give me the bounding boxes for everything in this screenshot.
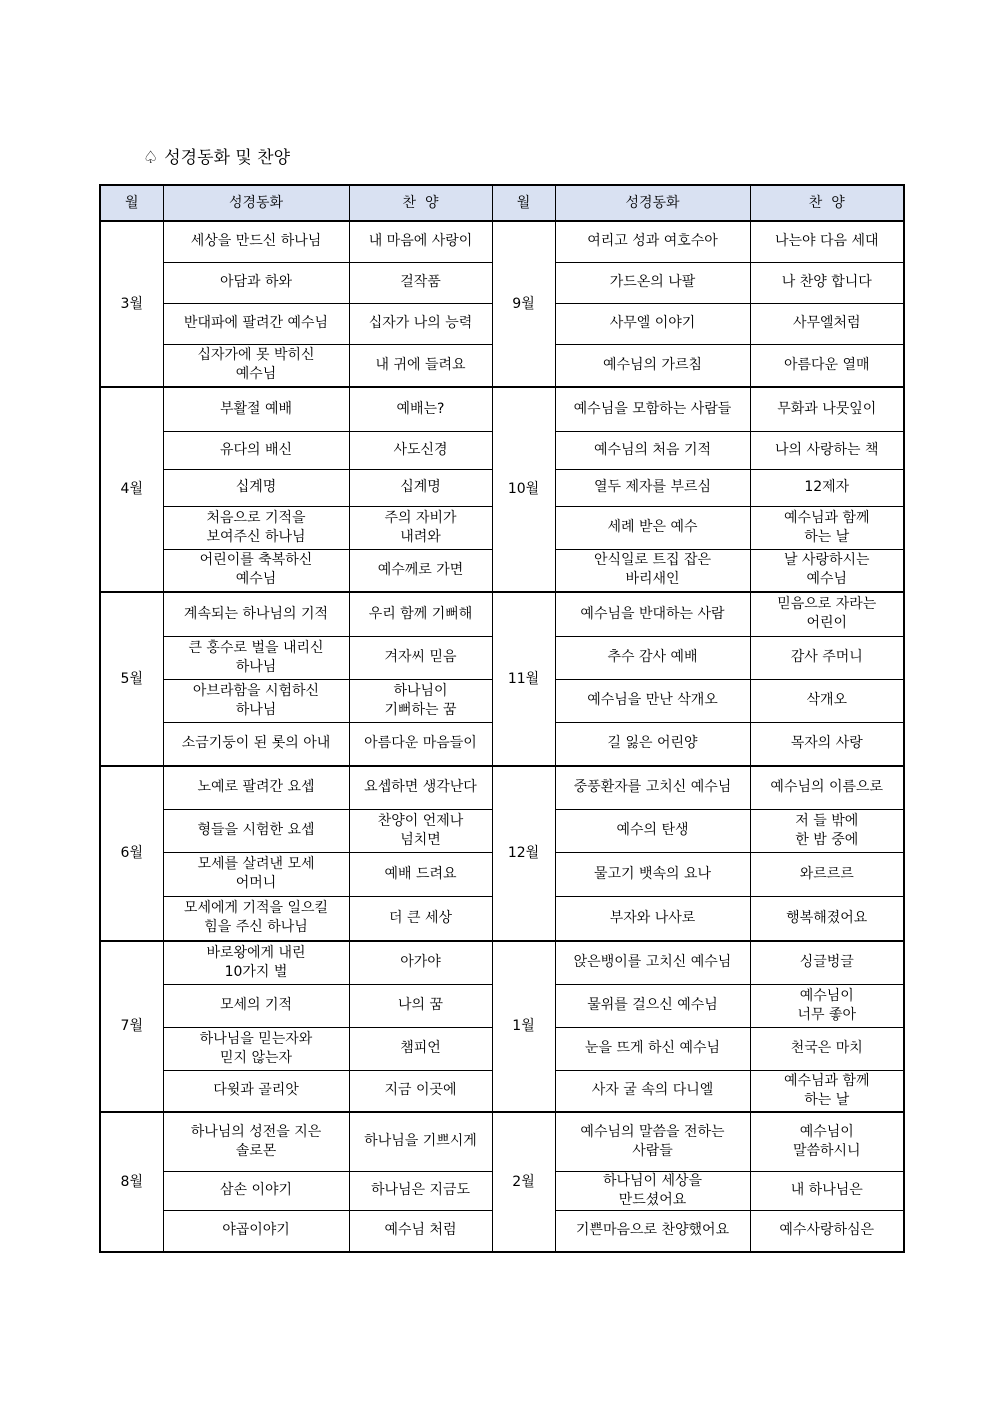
song-cell-left: 하나님을 기쁘시게	[349, 1112, 492, 1171]
table-row	[100, 766, 904, 809]
song-cell-left: 챔피언	[349, 1027, 492, 1070]
section-title-text: 성경동화 및 찬양	[164, 148, 291, 168]
song-cell-left: 내 마음에 사랑이	[349, 221, 492, 262]
month-cell-right: 2월	[492, 1112, 555, 1252]
month-group	[100, 387, 904, 592]
story-cell-right: 여리고 성과 여호수아	[555, 221, 750, 262]
table-row	[100, 1112, 904, 1171]
table-row	[100, 387, 904, 431]
month-cell-left: 8월	[100, 1112, 163, 1252]
song-cell-right: 예수사랑하심은	[750, 1210, 904, 1252]
table-row	[100, 221, 904, 262]
song-cell-left: 우리 함께 기뻐해	[349, 592, 492, 636]
story-cell-right: 예수님의 가르침	[555, 344, 750, 387]
story-cell-right: 예수님의 말씀을 전하는 사람들	[555, 1112, 750, 1171]
song-cell-right: 예수님의 이름으로	[750, 766, 904, 809]
schedule-table	[99, 184, 905, 1253]
song-cell-left: 아가야	[349, 941, 492, 984]
song-cell-right: 나의 사랑하는 책	[750, 431, 904, 469]
story-cell-right: 예수의 탄생	[555, 809, 750, 852]
story-cell-right: 세례 받은 예수	[555, 506, 750, 549]
song-cell-right: 나 찬양 합니다	[750, 262, 904, 303]
story-cell-left: 노예로 팔려간 요셉	[163, 766, 349, 809]
story-cell-left: 어린이를 축복하신 예수님	[163, 549, 349, 592]
song-cell-left: 요셉하면 생각난다	[349, 766, 492, 809]
month-group	[100, 1112, 904, 1252]
story-cell-left: 소금기둥이 된 롯의 아내	[163, 722, 349, 766]
month-cell-left: 5월	[100, 592, 163, 766]
month-group	[100, 766, 904, 941]
song-cell-right: 싱글벙글	[750, 941, 904, 984]
story-cell-right: 열두 제자를 부르심	[555, 469, 750, 506]
story-cell-right: 하나님이 세상을 만드셨어요	[555, 1171, 750, 1210]
section-title	[143, 143, 290, 168]
story-cell-right: 기쁜마음으로 찬양했어요	[555, 1210, 750, 1252]
story-cell-right: 예수님을 반대하는 사람	[555, 592, 750, 636]
month-cell-right: 12월	[492, 766, 555, 941]
month-cell-left: 7월	[100, 941, 163, 1112]
story-cell-right: 사무엘 이야기	[555, 303, 750, 344]
song-cell-right: 12제자	[750, 469, 904, 506]
month-group	[100, 941, 904, 1112]
song-cell-left: 예수께로 가면	[349, 549, 492, 592]
month-group	[100, 592, 904, 766]
song-cell-right: 삭개오	[750, 679, 904, 722]
song-cell-right: 믿음으로 자라는 어린이	[750, 592, 904, 636]
song-cell-left: 걸작품	[349, 262, 492, 303]
story-cell-left: 하나님의 성전을 지은 솔로몬	[163, 1112, 349, 1171]
story-cell-right: 중풍환자를 고치신 예수님	[555, 766, 750, 809]
song-cell-left: 주의 자비가 내려와	[349, 506, 492, 549]
story-cell-left: 모세의 기적	[163, 984, 349, 1027]
story-cell-left: 십계명	[163, 469, 349, 506]
story-cell-right: 길 잃은 어린양	[555, 722, 750, 766]
song-cell-right: 내 하나님은	[750, 1171, 904, 1210]
month-cell-left: 6월	[100, 766, 163, 941]
story-cell-left: 하나님을 믿는자와 믿지 않는자	[163, 1027, 349, 1070]
song-cell-right: 예수님과 함께 하는 날	[750, 1070, 904, 1112]
song-cell-right: 목자의 사랑	[750, 722, 904, 766]
song-cell-right: 행복해졌어요	[750, 896, 904, 941]
story-cell-right: 물고기 뱃속의 요나	[555, 852, 750, 896]
story-cell-left: 형들을 시험한 요셉	[163, 809, 349, 852]
story-cell-left: 큰 홍수로 벌을 내리신 하나님	[163, 636, 349, 679]
story-cell-left: 유다의 배신	[163, 431, 349, 469]
song-cell-left: 더 큰 세상	[349, 896, 492, 941]
song-cell-right: 저 들 밖에 한 밤 중에	[750, 809, 904, 852]
story-cell-right: 부자와 나사로	[555, 896, 750, 941]
song-cell-right: 감사 주머니	[750, 636, 904, 679]
song-cell-right: 예수님이 너무 좋아	[750, 984, 904, 1027]
song-cell-right: 나는야 다음 세대	[750, 221, 904, 262]
story-cell-left: 모세에게 기적을 일으킬 힘을 주신 하나님	[163, 896, 349, 941]
month-group	[100, 221, 904, 387]
story-cell-right: 앉은뱅이를 고치신 예수님	[555, 941, 750, 984]
story-cell-right: 예수님을 만난 삭개오	[555, 679, 750, 722]
song-cell-left: 찬양이 언제나 넘치면	[349, 809, 492, 852]
header-story-left: 성경동화	[163, 185, 349, 221]
story-cell-left: 모세를 살려낸 모세 어머니	[163, 852, 349, 896]
song-cell-left: 십계명	[349, 469, 492, 506]
story-cell-right: 안식일로 트집 잡은 바리새인	[555, 549, 750, 592]
story-cell-left: 처음으로 기적을 보여주신 하나님	[163, 506, 349, 549]
song-cell-left: 사도신경	[349, 431, 492, 469]
song-cell-right: 예수님과 함께 하는 날	[750, 506, 904, 549]
story-cell-left: 계속되는 하나님의 기적	[163, 592, 349, 636]
song-cell-left: 겨자씨 믿음	[349, 636, 492, 679]
story-cell-right: 사자 굴 속의 다니엘	[555, 1070, 750, 1112]
story-cell-right: 가드온의 나팔	[555, 262, 750, 303]
song-cell-right: 예수님이 말씀하시니	[750, 1112, 904, 1171]
song-cell-left: 나의 꿈	[349, 984, 492, 1027]
header-song-right: 찬 양	[750, 185, 904, 221]
spade-icon: ♤	[143, 148, 159, 168]
month-cell-left: 3월	[100, 221, 163, 387]
song-cell-right: 아름다운 열매	[750, 344, 904, 387]
story-cell-left: 아브라함을 시험하신 하나님	[163, 679, 349, 722]
month-cell-right: 11월	[492, 592, 555, 766]
month-cell-right: 1월	[492, 941, 555, 1112]
song-cell-left: 하나님이 기뻐하는 꿈	[349, 679, 492, 722]
story-cell-left: 아담과 하와	[163, 262, 349, 303]
story-cell-left: 십자가에 못 박히신 예수님	[163, 344, 349, 387]
story-cell-left: 삼손 이야기	[163, 1171, 349, 1210]
header-song-left: 찬 양	[349, 185, 492, 221]
table-row	[100, 592, 904, 636]
story-cell-right: 눈을 뜨게 하신 예수님	[555, 1027, 750, 1070]
song-cell-left: 예수님 처럼	[349, 1210, 492, 1252]
story-cell-right: 예수님의 처음 기적	[555, 431, 750, 469]
header-row	[100, 185, 904, 221]
story-cell-right: 물위를 걸으신 예수님	[555, 984, 750, 1027]
story-cell-left: 야곱이야기	[163, 1210, 349, 1252]
song-cell-left: 십자가 나의 능력	[349, 303, 492, 344]
song-cell-right: 천국은 마치	[750, 1027, 904, 1070]
month-cell-right: 9월	[492, 221, 555, 387]
table-row	[100, 941, 904, 984]
song-cell-right: 사무엘처럼	[750, 303, 904, 344]
song-cell-left: 예배 드려요	[349, 852, 492, 896]
song-cell-left: 내 귀에 들려요	[349, 344, 492, 387]
header-story-right: 성경동화	[555, 185, 750, 221]
song-cell-left: 지금 이곳에	[349, 1070, 492, 1112]
song-cell-right: 와르르르	[750, 852, 904, 896]
story-cell-right: 예수님을 모함하는 사람들	[555, 387, 750, 431]
month-cell-right: 10월	[492, 387, 555, 592]
story-cell-left: 다윗과 골리앗	[163, 1070, 349, 1112]
story-cell-left: 세상을 만드신 하나님	[163, 221, 349, 262]
header-month-right: 월	[492, 185, 555, 221]
story-cell-right: 추수 감사 예배	[555, 636, 750, 679]
header-month-left: 월	[100, 185, 163, 221]
story-cell-left: 바로왕에게 내린 10가지 벌	[163, 941, 349, 984]
story-cell-left: 부활절 예배	[163, 387, 349, 431]
song-cell-left: 아름다운 마음들이	[349, 722, 492, 766]
song-cell-left: 하나님은 지금도	[349, 1171, 492, 1210]
song-cell-right: 날 사랑하시는 예수님	[750, 549, 904, 592]
story-cell-left: 반대파에 팔려간 예수님	[163, 303, 349, 344]
song-cell-left: 예배는?	[349, 387, 492, 431]
song-cell-right: 무화과 나뭇잎이	[750, 387, 904, 431]
month-cell-left: 4월	[100, 387, 163, 592]
